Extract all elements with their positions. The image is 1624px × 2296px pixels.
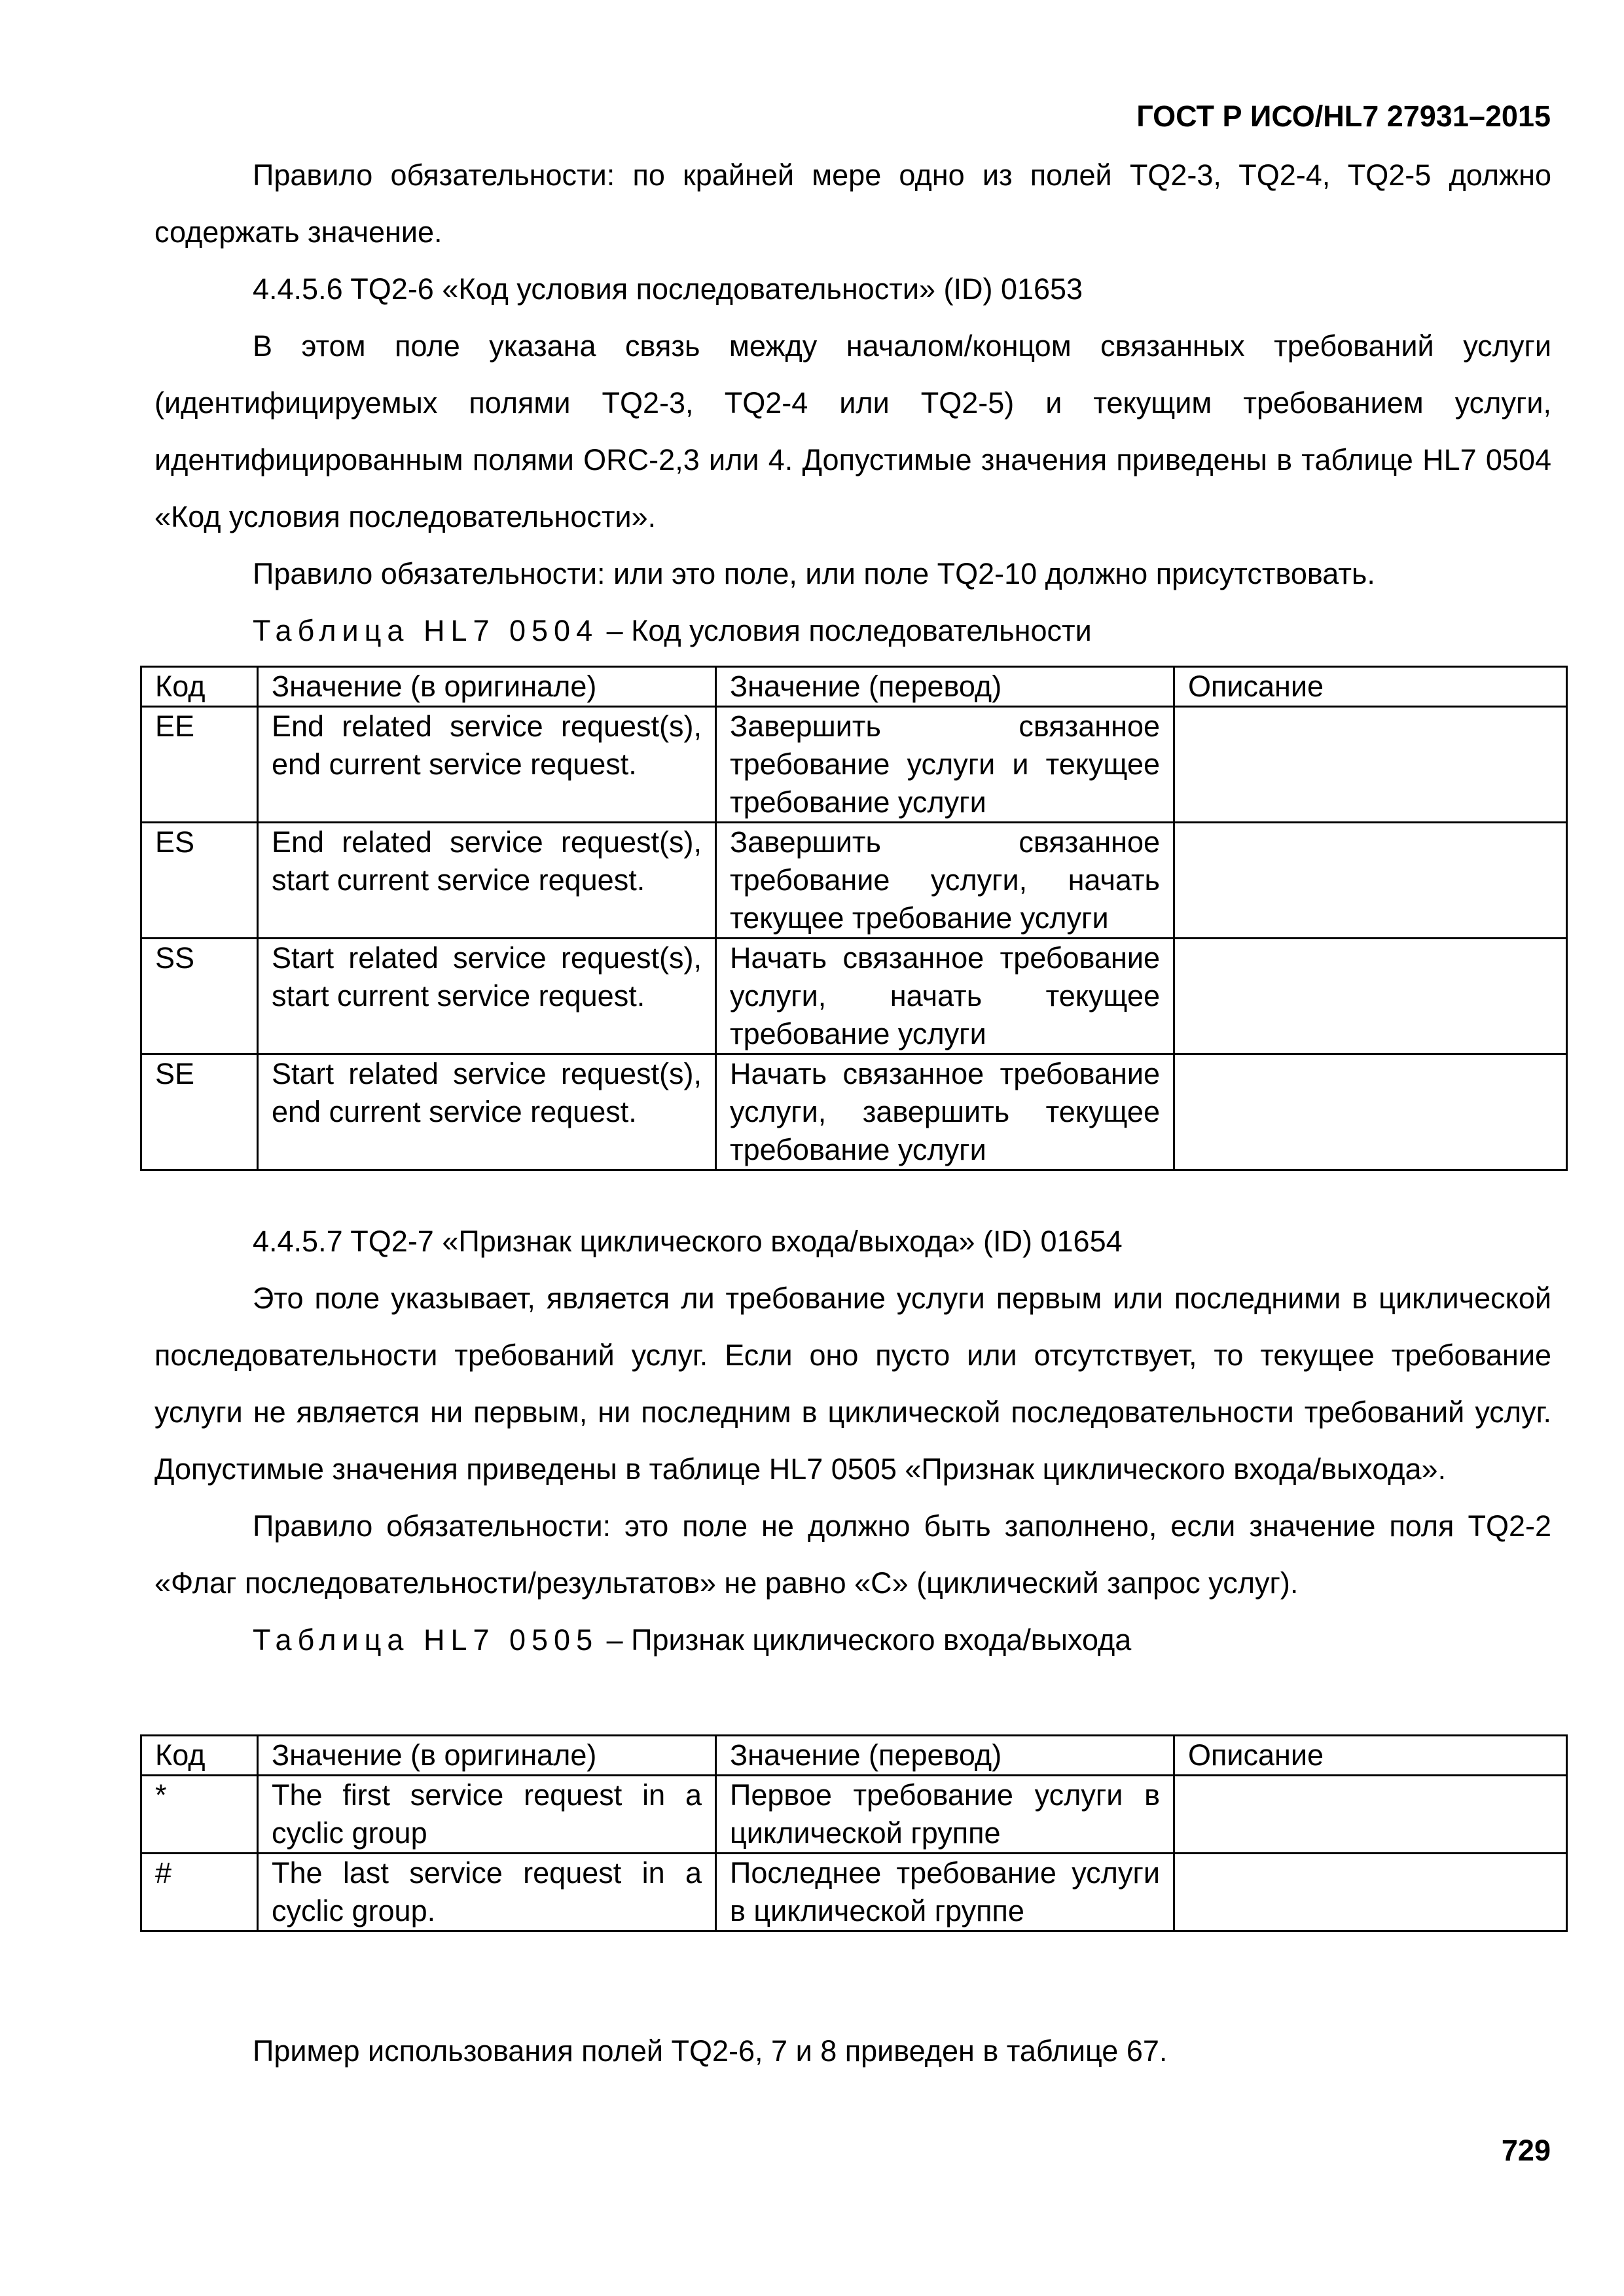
table-cell-code: SS: [141, 939, 258, 1054]
table2-caption-prefix: Таблица HL7 0505: [253, 1623, 599, 1657]
table-row: [141, 939, 1567, 1054]
table-cell-original: The first service request in a cyclic group: [258, 1776, 716, 1854]
table-cell-code: *: [141, 1776, 258, 1854]
section-heading-tq2-7: 4.4.5.7 TQ2-7 «Признак циклического входа/выхода» (ID) 01654: [253, 1225, 1123, 1258]
table1-caption-text: Код условия последовательности: [631, 614, 1092, 647]
table-hl7-0504: [140, 666, 1568, 1171]
table-row: [141, 1854, 1567, 1931]
table-row: [141, 823, 1567, 939]
table-cell-translation: Последнее требование услуги в циклической группе: [716, 1854, 1174, 1931]
table1-caption: [154, 602, 1551, 659]
table-cell-code: EE: [141, 707, 258, 823]
table-cell-description: [1174, 1854, 1567, 1931]
table-cell-translation: Завершить связанное требование услуги и текущее требование услуги: [716, 707, 1174, 823]
paragraph-obligation-rule-1: Правило обязательности: по крайней мере одно из полей TQ2-3, TQ2-4, TQ2-5 должно содержать значение.: [154, 158, 1551, 249]
table-cell-description: [1174, 707, 1567, 823]
table-header-cell: Значение (перевод): [716, 667, 1174, 707]
table-header-cell: Код: [141, 667, 258, 707]
table2-caption-dash: –: [598, 1623, 632, 1657]
table-header-cell: Код: [141, 1736, 258, 1776]
table-header-cell: Значение (в оригинале): [258, 1736, 716, 1776]
table-cell-code: #: [141, 1854, 258, 1931]
table-cell-original: Start related service request(s), end current service request.: [258, 1054, 716, 1170]
paragraph-tq2-6-description: В этом поле указана связь между началом/концом связанных требований услуги (идентифицируемых полями TQ2-3, TQ2-4 или TQ2-5) и текущим требованием услуги, идентифицированным полями ORC-2,3 или 4. Допустимые значения приведены в таблице HL7 0504 «Код условия последовательности».: [154, 329, 1551, 533]
table-cell-original: End related service request(s), end current service request.: [258, 707, 716, 823]
table1-caption-dash: –: [598, 614, 632, 647]
table-cell-code: SE: [141, 1054, 258, 1170]
table-header-cell: Описание: [1174, 1736, 1567, 1776]
top-text-block: [154, 147, 1551, 659]
middle-text-block: [154, 1213, 1551, 1668]
table-header-cell: Описание: [1174, 667, 1567, 707]
table-header-row: [141, 1736, 1567, 1776]
table-cell-original: The last service request in a cyclic group.: [258, 1854, 716, 1931]
table-row: [141, 707, 1567, 823]
paragraph-obligation-rule-3: Правило обязательности: это поле не должно быть заполнено, если значение поля TQ2-2 «Флаг последовательности/результатов» не равно «С» (циклический запрос услуг).: [154, 1509, 1551, 1600]
table-cell-translation: Начать связанное требование услуги, начать текущее требование услуги: [716, 939, 1174, 1054]
table-header-cell: Значение (в оригинале): [258, 667, 716, 707]
paragraph-tq2-7-description: Это поле указывает, является ли требование услуги первым или последними в циклической последовательности требований услуг. Если оно пусто или отсутствует, то текущее требование услуги не является ни первым, ни последним в циклической последовательности требований услуг. Допустимые значения приведены в таблице HL7 0505 «Признак циклического входа/выхода».: [154, 1282, 1551, 1486]
table-cell-translation: Первое требование услуги в циклической группе: [716, 1776, 1174, 1854]
table-cell-description: [1174, 939, 1567, 1054]
table2-caption-text: Признак циклического входа/выхода: [631, 1623, 1132, 1657]
table-cell-description: [1174, 1054, 1567, 1170]
table-cell-original: Start related service request(s), start current service request.: [258, 939, 716, 1054]
page-number: 729: [1501, 2134, 1551, 2167]
bottom-text-block: [154, 2022, 1551, 2079]
table-cell-code: ES: [141, 823, 258, 939]
table-cell-translation: Начать связанное требование услуги, завершить текущее требование услуги: [716, 1054, 1174, 1170]
table-hl7-0505: [140, 1734, 1568, 1932]
table-row: [141, 1776, 1567, 1854]
table1-caption-prefix: Таблица HL7 0504: [253, 614, 599, 647]
table-header-row: [141, 667, 1567, 707]
table2-caption: [154, 1611, 1551, 1668]
table-cell-description: [1174, 1776, 1567, 1854]
paragraph-example-reference: Пример использования полей TQ2-6, 7 и 8 приведен в таблице 67.: [253, 2034, 1168, 2068]
table-header-cell: Значение (перевод): [716, 1736, 1174, 1776]
paragraph-obligation-rule-2: Правило обязательности: или это поле, или поле TQ2-10 должно присутствовать.: [253, 557, 1375, 590]
table-cell-translation: Завершить связанное требование услуги, начать текущее требование услуги: [716, 823, 1174, 939]
document-header: ГОСТ Р ИСО/HL7 27931–2015: [1136, 99, 1551, 133]
table-row: [141, 1054, 1567, 1170]
section-heading-tq2-6: 4.4.5.6 TQ2-6 «Код условия последовательности» (ID) 01653: [253, 272, 1083, 306]
table-cell-description: [1174, 823, 1567, 939]
table-cell-original: End related service request(s), start current service request.: [258, 823, 716, 939]
